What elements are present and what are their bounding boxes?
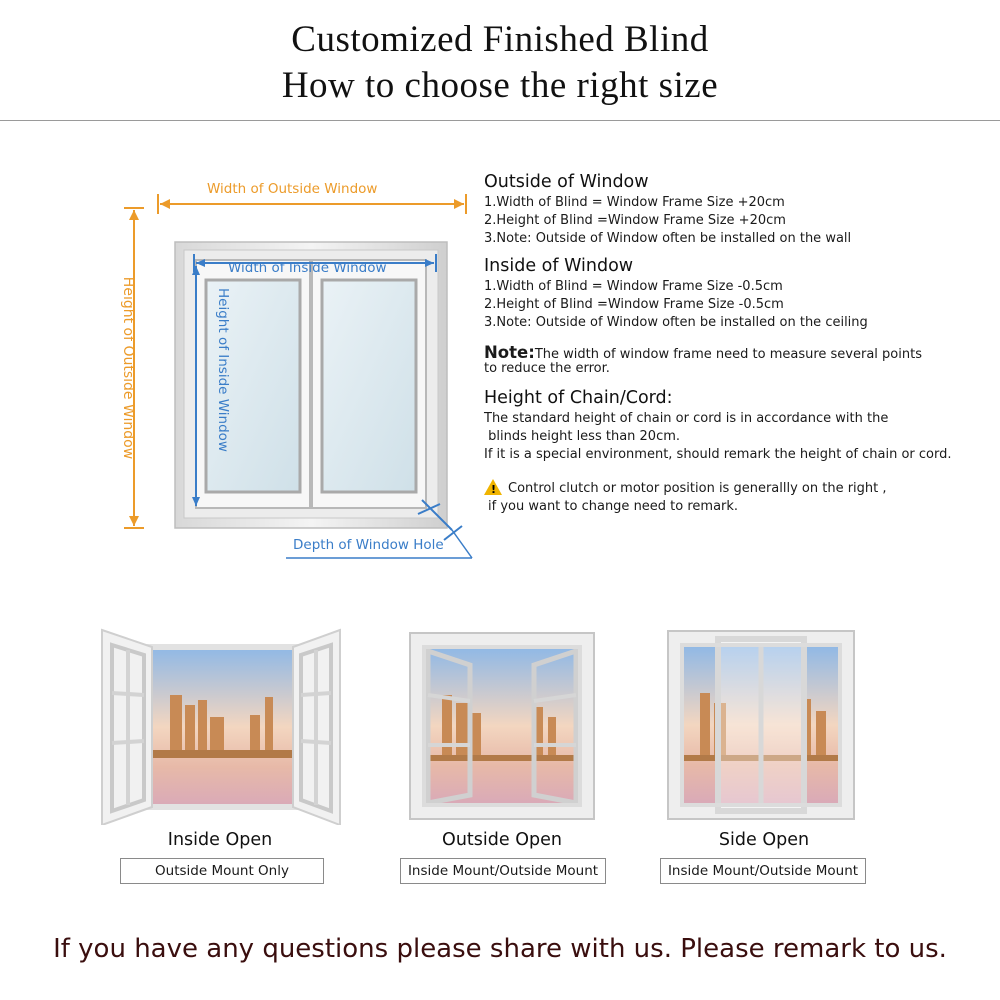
window-frame-drawing [100, 170, 480, 570]
inside-line: 2.Height of Blind =Window Frame Size -0.5cm [484, 297, 784, 312]
inside-title: Inside of Window [484, 256, 634, 276]
height-outside-label: Height of Outside Window [120, 276, 137, 460]
outside-line: 1.Width of Blind = Window Frame Size +20cm [484, 195, 785, 210]
inside-open-window-image [90, 625, 350, 825]
header-divider [0, 120, 1000, 121]
chain-line: The standard height of chain or cord is in accordance with the [484, 411, 889, 426]
inside-section [484, 254, 984, 332]
side-open-window-image [634, 625, 894, 825]
outside-open-window-image [372, 625, 632, 825]
window-name: Side Open [718, 830, 810, 850]
height-inside-label: Height of Inside Window [214, 288, 231, 452]
mount-option: Inside Mount/Outside Mount [660, 858, 866, 884]
warning-icon: ! [484, 479, 502, 495]
window-name: Inside Open [167, 830, 273, 850]
warning-section [484, 476, 984, 516]
outside-title: Outside of Window [484, 172, 649, 192]
mount-option: Inside Mount/Outside Mount [400, 858, 606, 884]
title-line-1: Customized Finished Blind [291, 19, 709, 60]
outside-section [484, 170, 984, 248]
note-text-2: to reduce the error. [484, 361, 610, 376]
chain-line: If it is a special environment, should remark the height of chain or cord. [484, 447, 952, 462]
measurement-diagram [100, 170, 480, 570]
window-type-side-open [634, 625, 894, 895]
footer-message: If you have any questions please share with us. Please remark to us. [53, 934, 947, 964]
title-line-2: How to choose the right size [281, 65, 719, 106]
width-inside-label: Width of Inside Window [228, 260, 387, 276]
warning-text: Control clutch or motor position is generallly on the right , [508, 481, 887, 496]
window-type-outside-open [372, 625, 632, 895]
width-outside-label: Width of Outside Window [207, 181, 378, 197]
depth-label: Depth of Window Hole [293, 537, 444, 553]
inside-line: 1.Width of Blind = Window Frame Size -0.5cm [484, 279, 783, 294]
inside-line: 3.Note: Outside of Window often be installed on the ceiling [484, 315, 868, 330]
outside-line: 3.Note: Outside of Window often be installed on the wall [484, 231, 852, 246]
outside-line: 2.Height of Blind =Window Frame Size +20cm [484, 213, 786, 228]
note-section [484, 344, 984, 378]
chain-section [484, 386, 984, 464]
note-label: Note: [484, 343, 535, 362]
note-text: The width of window frame need to measure several points [534, 347, 922, 362]
chain-title: Height of Chain/Cord: [484, 388, 673, 408]
size-instructions [484, 170, 984, 522]
window-name: Outside Open [442, 830, 562, 850]
warning-text-2: if you want to change need to remark. [488, 499, 739, 514]
chain-line: blinds height less than 20cm. [484, 429, 681, 444]
mount-option: Outside Mount Only [120, 858, 324, 884]
window-type-inside-open [90, 625, 350, 895]
